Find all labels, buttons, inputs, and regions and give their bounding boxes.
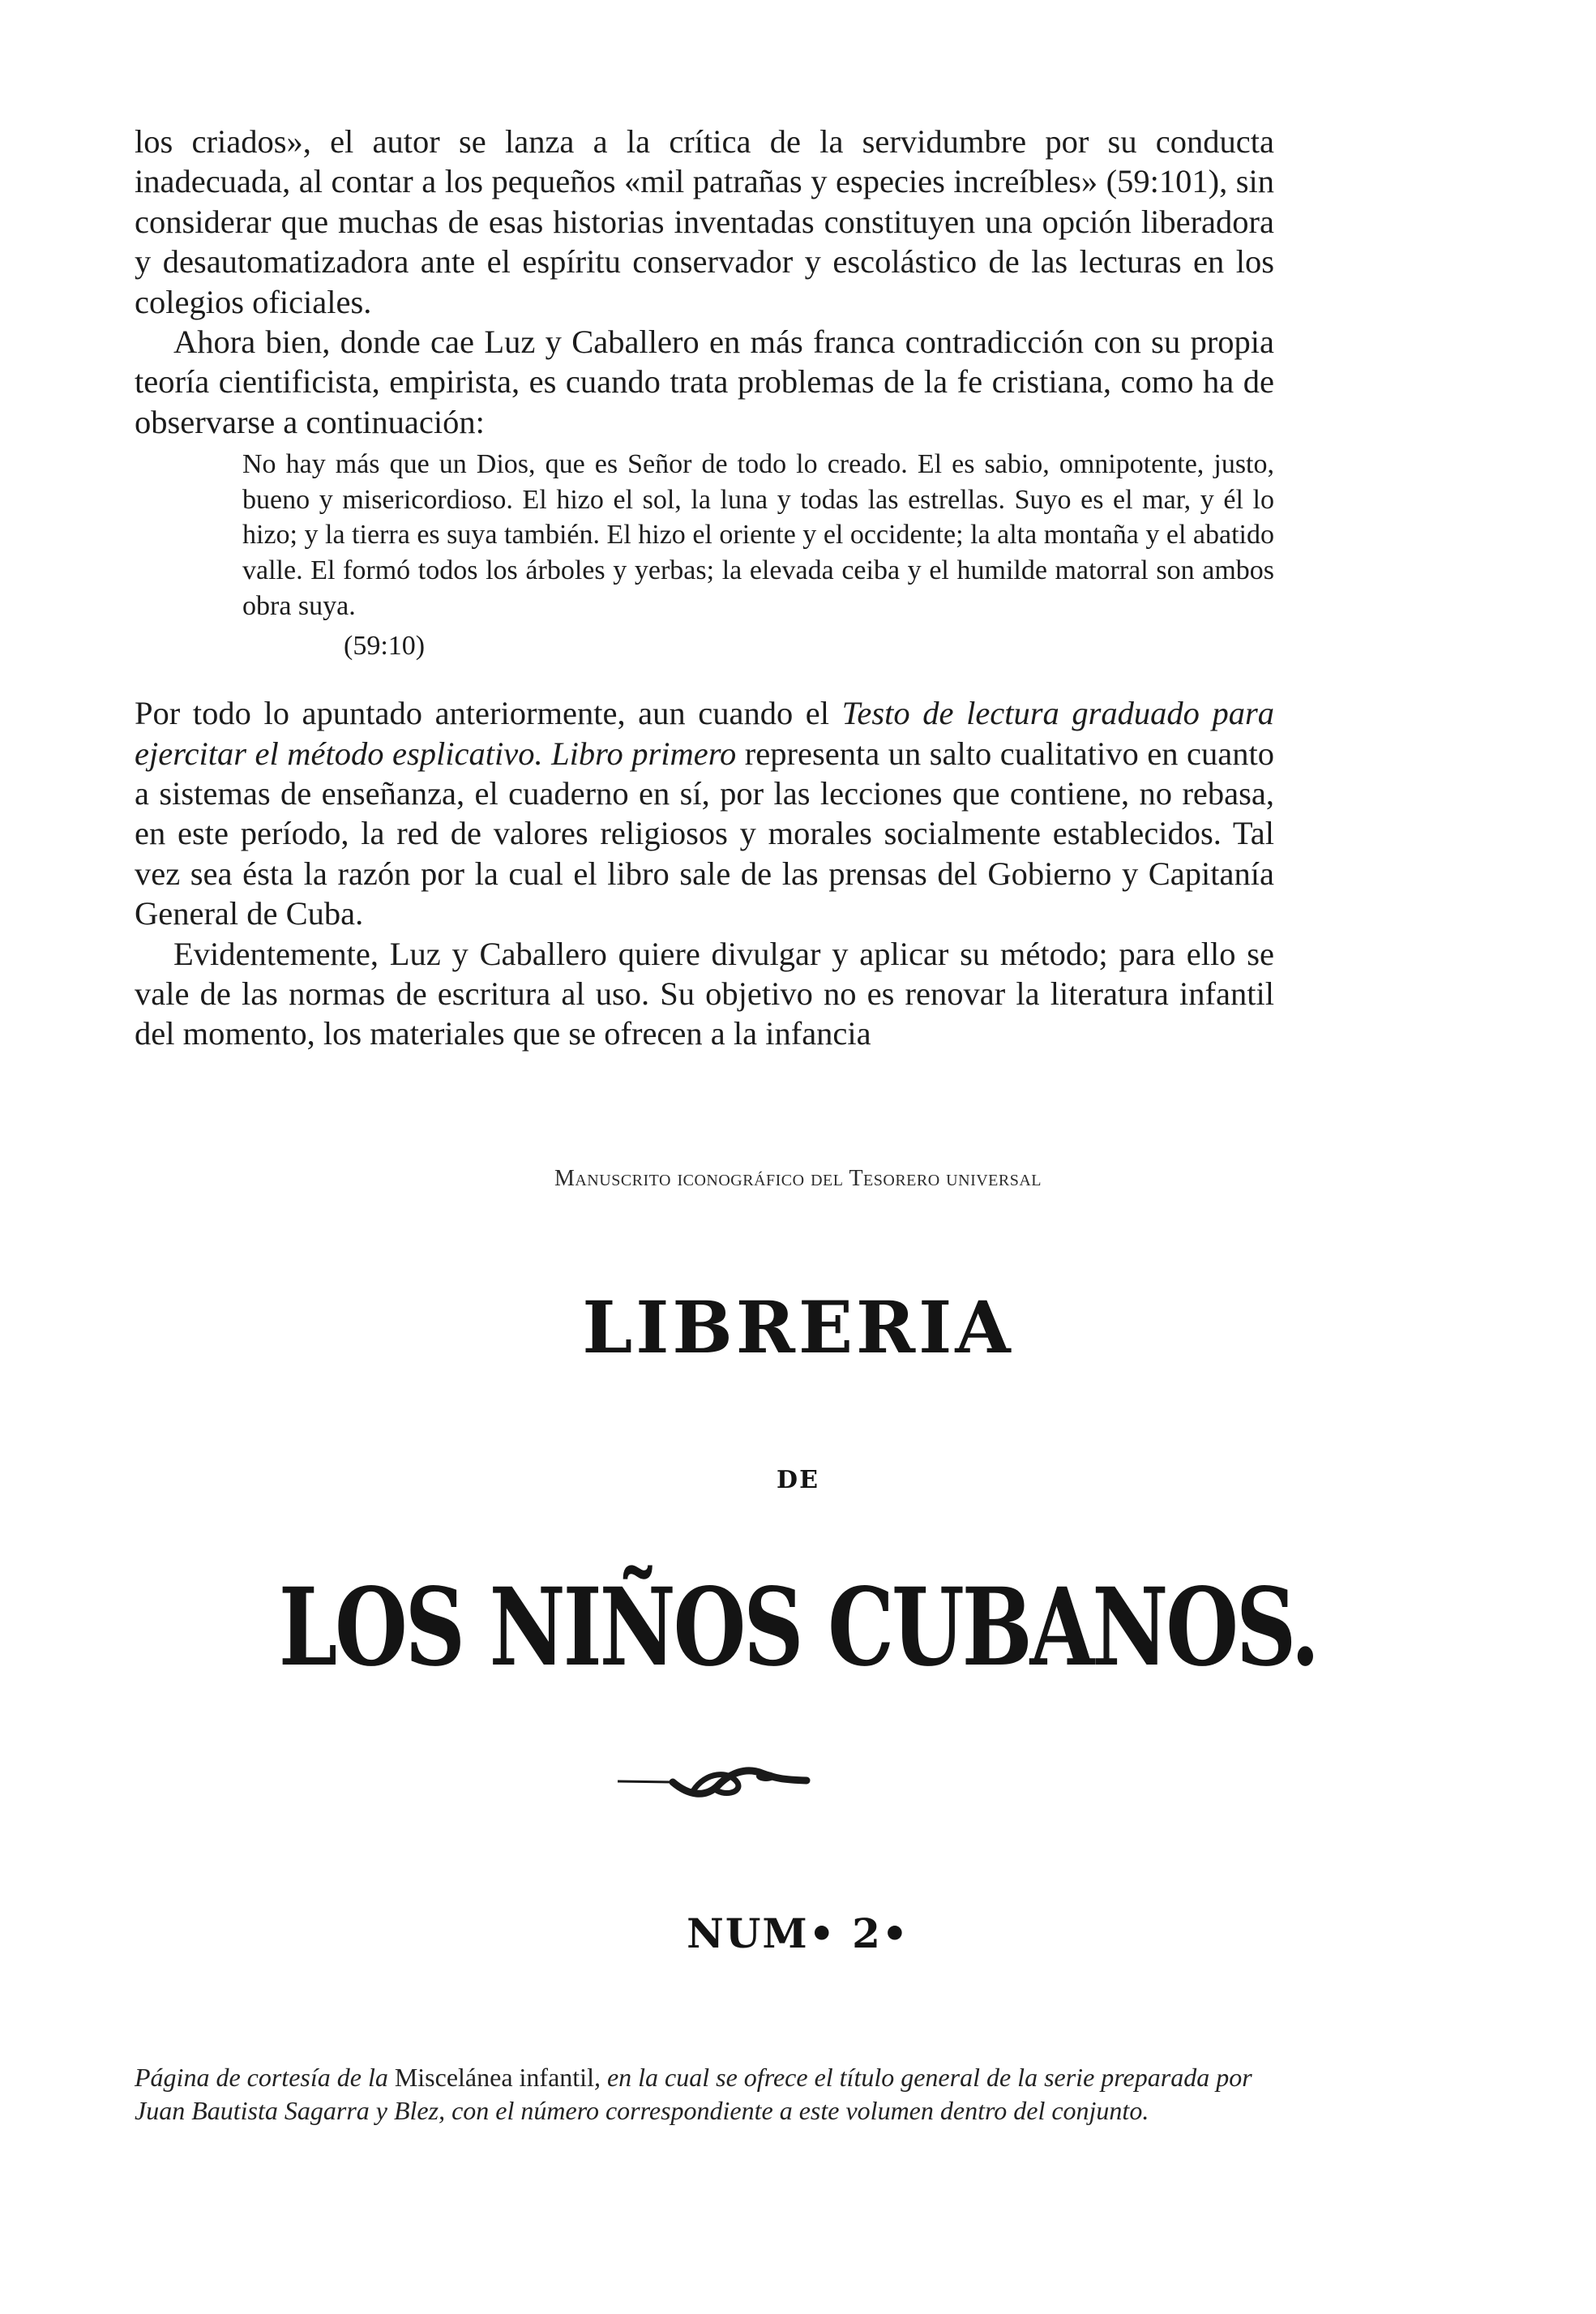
paragraph-3-start: Por todo lo apuntado anteriormente, aun cuando el xyxy=(135,695,842,732)
figure-caption xyxy=(135,2061,1274,2127)
ornament-flourish-icon xyxy=(616,1755,811,1804)
caption-part-1: Página de cortesía de la xyxy=(135,2063,395,2092)
paragraph-1: los criados», el autor se lanza a la crítica de la servidumbre por su conducta inadecuada, al contar a los pequeños «mil patrañas y especies increíbles» (59:101), sin considerar que muchas de esas historias inventadas constituyen una opción liberadora y desautomatizadora ante el espíritu conservador y escolástico de las lecturas en los colegios oficiales. xyxy=(135,123,1274,320)
caption-work-title: Miscelánea infantil xyxy=(394,2063,594,2092)
paragraph-3-end: representa un salto cualitativo en cuanto a sistemas de enseñanza, el cuaderno en sí, por las lecciones que contiene, no rebasa, en este período, la red de valores religiosos y morales socialmente establecidos. Tal vez sea ésta la razón por la cual el libro sale de las prensas del Gobierno y Capitanía General de Cuba. xyxy=(135,735,1274,932)
book-title: Testo de lectura graduado para ejercitar el método esplicativo. Libro primero xyxy=(135,695,1274,772)
paragraph-3 xyxy=(135,693,1274,933)
plate-header: Manuscrito iconográfico del Tesorero universal xyxy=(554,1166,1042,1191)
plate-number: NUM• 2• xyxy=(687,1909,909,1957)
block-quote: No hay más que un Dios, que es Señor de todo lo creado. El es sabio, omnipotente, justo, bueno y misericordioso. El hizo el sol, la luna y todas las estrellas. Suyo es el mar, y él lo hizo; y la tierra es suya también. El hizo el oriente y el occidente; la alta montaña y el abatido valle. El formó todos los árboles y yerbas; la elevada ceiba y el humilde matorral son ambos obra suya. xyxy=(242,449,1274,621)
paragraph-4: Evidentemente, Luz y Caballero quiere divulgar y aplicar su método; para ello se vale de las normas de escritura al uso. Su objetivo no es renovar la literatura infantil del momento, los materiales que se ofrecen a la infancia xyxy=(135,935,1274,1052)
plate-title-ninos-cubanos: LOS NIÑOS CUBANOS. xyxy=(278,1565,1318,1691)
plate-title-de: DE xyxy=(777,1466,819,1494)
quote-citation: (59:10) xyxy=(344,631,426,662)
paragraph-2: Ahora bien, donde cae Luz y Caballero en más franca contradicción con su propia teoría cientificista, empirista, es cuando trata problemas de la fe cristiana, como ha de observarse a continuación: xyxy=(135,324,1274,440)
caption-part-3: , en la cual se ofrece el título general de la serie preparada por Juan Bautista Sagarra y Blez, con el número correspondiente a este volumen dentro del conjunto. xyxy=(135,2063,1252,2125)
body-text xyxy=(135,122,1274,1054)
plate-title-libreria: LIBRERIA xyxy=(582,1285,1014,1369)
